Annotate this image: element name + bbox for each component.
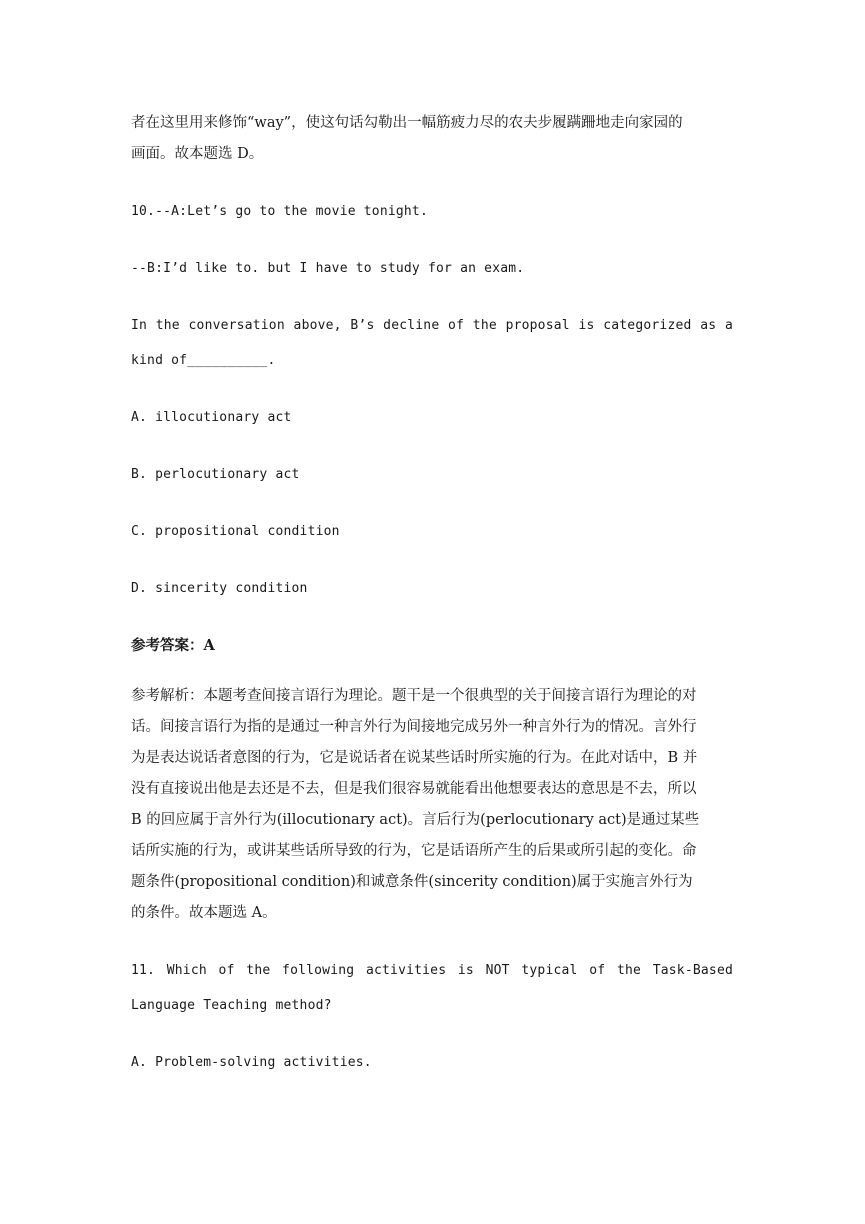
q10-dialogue-a: 10.--A:Let’s go to the movie tonight. [131,204,428,219]
q11-stem-line-2: Language Teaching method? [131,998,332,1013]
q10-explanation-line-3: 为是表达说话者意图的行为，它是说话者在说某些话时所实施的行为。在此对话中，B 并 [131,750,698,766]
q11-stem-line-1: 11. Which of the following activities is NOT typical of the Task-Based [131,963,733,978]
q10-explanation-line-4: 没有直接说出他是去还是不去，但是我们很容易就能看出他想要表达的意思是不去，所以 [131,781,697,797]
q10-option-d: D. sincerity condition [131,581,308,596]
q10-explanation-line-7: 题条件(propositional condition)和诚意条件(sincerity condition)属于实施言外行为 [131,874,693,890]
q10-explanation-line-8: 的条件。故本题选 A。 [131,905,277,921]
prev-explanation-line-2: 画面。故本题选 D。 [131,146,264,162]
q10-explanation-line-6: 话所实施的行为，或讲某些话所导致的行为，它是话语所产生的后果或所引起的变化。命 [131,843,697,859]
prev-explanation-line-1: 者在这里用来修饰“way”，使这句话勾勒出一幅筋疲力尽的农夫步履蹒跚地走向家园的 [131,115,683,131]
q10-explanation-line-2: 话。间接言语行为指的是通过一种言外行为间接地完成另外一种言外行为的情况。言外行 [131,719,697,735]
q10-stem-line-1: In the conversation above, B’s decline of the proposal is categorized as a [131,318,733,333]
q11-option-a: A. Problem-solving activities. [131,1055,372,1070]
q10-answer: 参考答案：A [131,637,215,654]
q10-dialogue-b: --B:I’d like to. but I have to study for an exam. [131,261,525,276]
q10-option-a: A. illocutionary act [131,410,292,425]
q10-option-c: C. propositional condition [131,524,340,539]
document-page [131,108,733,1078]
q10-explanation-line-5: B 的回应属于言外行为(illocutionary act)。言后行为(perlocutionary act)是通过某些 [131,812,700,828]
q10-stem-line-2: kind of__________. [131,353,276,368]
q10-explanation-line-1: 参考解析：本题考查间接言语行为理论。题干是一个很典型的关于间接言语行为理论的对 [131,688,697,704]
q10-option-b: B. perlocutionary act [131,467,300,482]
